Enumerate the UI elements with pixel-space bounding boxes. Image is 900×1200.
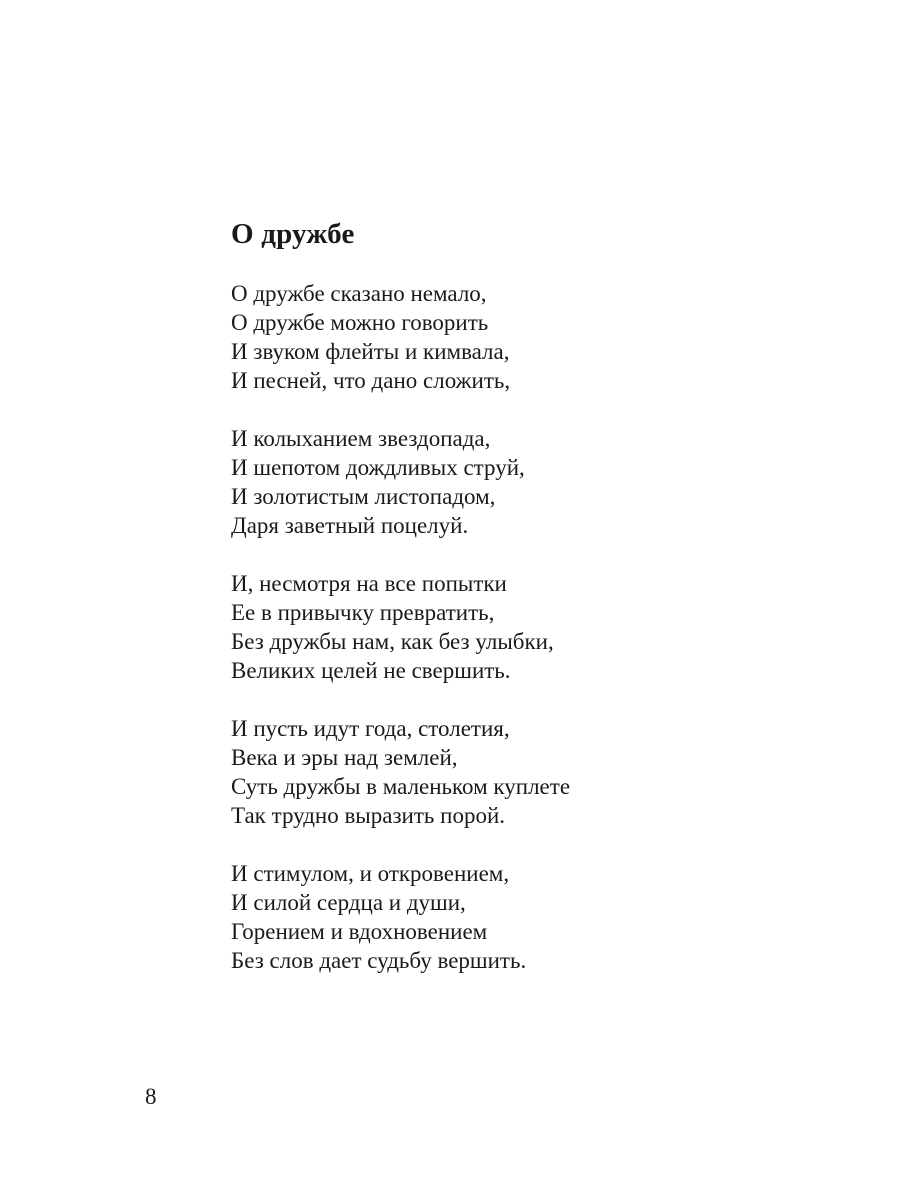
poem-line: И звуком флейты и кимвала, (231, 339, 510, 364)
poem-line: И стимулом, и откровением, (231, 861, 510, 886)
poem-line: И песней, что дано сложить, (231, 368, 511, 393)
stanza-3 (231, 569, 831, 685)
poem-line: Горением и вдохновением (231, 919, 488, 944)
poem-line: И золотистым листопадом, (231, 484, 496, 509)
poem-line: О дружбе можно говорить (231, 310, 489, 335)
poem-line: И шепотом дождливых струй, (231, 455, 525, 480)
poem-line: Так трудно выразить порой. (231, 803, 506, 828)
poem-line: О дружбе сказано немало, (231, 281, 487, 306)
stanza-1 (231, 279, 831, 395)
poem-line: Без дружбы нам, как без улыбки, (231, 629, 554, 654)
poem-line: И колыханием звездопада, (231, 426, 491, 451)
poem-line: Суть дружбы в маленьком куплете (231, 774, 571, 799)
poem-line: И пусть идут года, столетия, (231, 716, 510, 741)
poem-line: И силой сердца и души, (231, 890, 466, 915)
poem-line: Без слов дает судьбу вершить. (231, 948, 527, 973)
stanza-2 (231, 424, 831, 540)
stanza-5 (231, 859, 831, 975)
poem-body (231, 279, 831, 1004)
page-number: 8 (145, 1084, 157, 1109)
poem-line: Великих целей не свершить. (231, 658, 511, 683)
poem-line: Даря заветный поцелуй. (231, 513, 469, 538)
stanza-4 (231, 714, 831, 830)
poem-line: Ее в привычку превратить, (231, 600, 495, 625)
poem-title: О дружбе (231, 218, 355, 250)
poem-line: И, несмотря на все попытки (231, 571, 507, 596)
poem-line: Века и эры над землей, (231, 745, 458, 770)
